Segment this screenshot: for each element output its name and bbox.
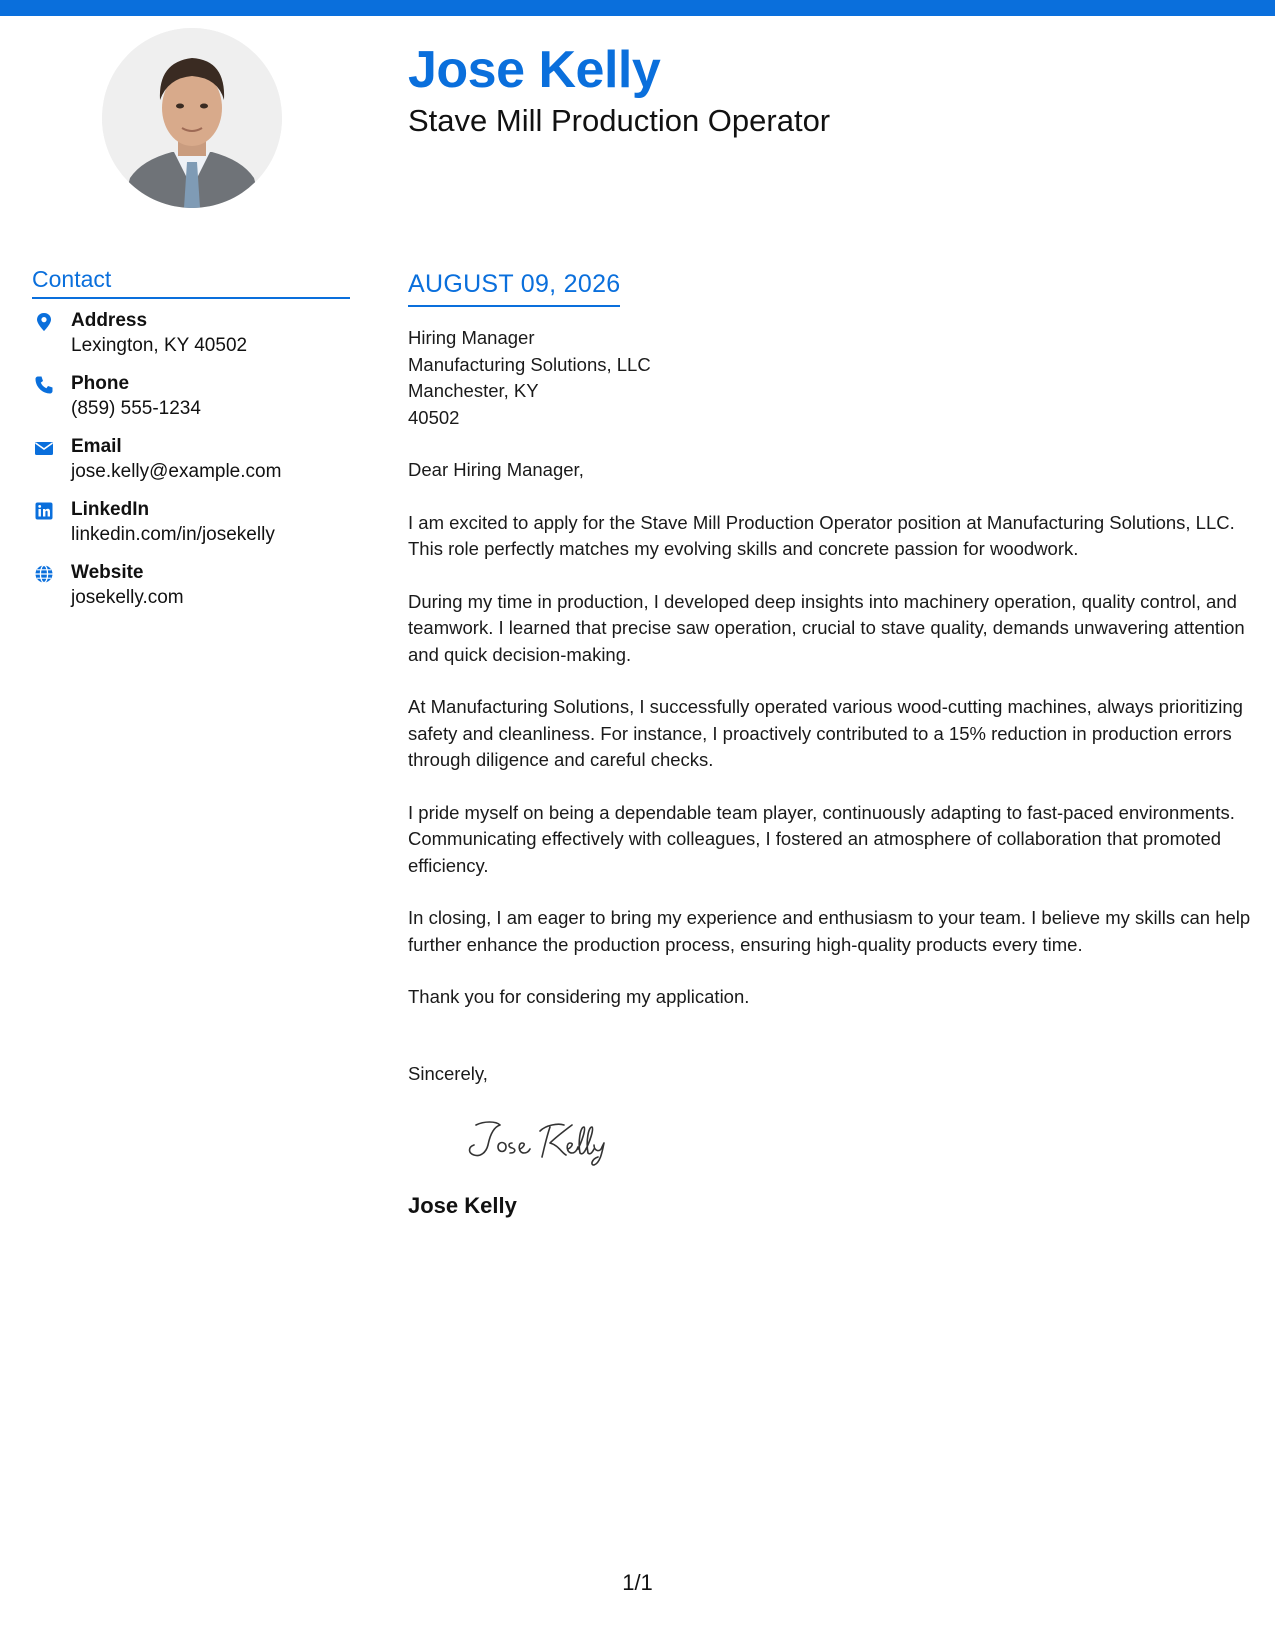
recipient-block	[408, 325, 1258, 431]
contact-item-address	[32, 310, 362, 373]
top-accent-bar	[0, 0, 1275, 16]
recipient-title: Hiring Manager	[408, 327, 535, 348]
signer-name: Jose Kelly	[408, 1192, 517, 1218]
recipient-city: Manchester, KY	[408, 380, 539, 401]
contact-value: Lexington, KY 40502	[71, 335, 248, 356]
page-number: 1/1	[622, 1570, 653, 1595]
contact-value[interactable]: jose.kelly@example.com	[71, 461, 282, 482]
closing: Sincerely,	[408, 1062, 488, 1084]
profile-photo	[102, 28, 282, 208]
letter-paragraph: I am excited to apply for the Stave Mill Production Operator position at Manufacturing Solutions, LLC. This role perfectly matches my evolving skills and concrete passion for woodwork.	[408, 511, 1235, 559]
letter-date: AUGUST 09, 2026	[408, 270, 620, 307]
phone-icon	[34, 375, 54, 395]
contact-item-email	[32, 436, 362, 499]
letter-paragraph: At Manufacturing Solutions, I successfully operated various wood-cutting machines, always prioritizing safety and cleanliness. For instance, I proactively contributed to a 15% reduction in production errors through diligence and careful checks.	[408, 696, 1243, 770]
contact-value: (859) 555-1234	[71, 398, 201, 419]
letter-paragraph: In closing, I am eager to bring my experience and enthusiasm to your team. I believe my skills can help further enhance the production process, ensuring high-quality products every time.	[408, 907, 1251, 955]
contact-value[interactable]: linkedin.com/in/josekelly	[71, 524, 275, 545]
contact-list	[32, 310, 362, 625]
letter-paragraph: During my time in production, I developed deep insights into machinery operation, quality control, and teamwork. I learned that precise saw operation, crucial to stave quality, demands unwavering attention and quick decision-making.	[408, 590, 1245, 665]
applicant-name: Jose Kelly	[408, 41, 661, 99]
contact-label: Website	[71, 562, 144, 583]
recipient-company: Manufacturing Solutions, LLC	[408, 353, 651, 375]
letter-paragraph: Thank you for considering my application.	[408, 986, 750, 1007]
contact-value[interactable]: josekelly.com	[71, 587, 184, 608]
contact-heading: Contact	[32, 266, 350, 299]
contact-item-website	[32, 562, 362, 625]
recipient-zip: 40502	[408, 406, 460, 428]
email-icon	[34, 438, 54, 458]
map-pin-icon	[34, 312, 54, 332]
contact-label: Phone	[71, 373, 130, 394]
linkedin-icon	[34, 501, 54, 521]
letter-body	[408, 270, 1258, 1219]
letter-paragraph: I pride myself on being a dependable team player, continuously adapting to fast-paced environments. Communicating effectively with colleagues, I fostered an atmosphere of collaboration that promoted efficiency.	[408, 801, 1235, 876]
job-title: Stave Mill Production Operator	[408, 103, 831, 138]
salutation: Dear Hiring Manager,	[408, 459, 584, 480]
contact-label: LinkedIn	[71, 499, 150, 520]
contact-label: Email	[71, 436, 122, 457]
contact-label: Address	[71, 310, 148, 331]
contact-item-linkedin	[32, 499, 362, 562]
contact-item-phone	[32, 373, 362, 436]
handwritten-signature	[454, 1113, 634, 1169]
globe-icon	[34, 564, 54, 584]
